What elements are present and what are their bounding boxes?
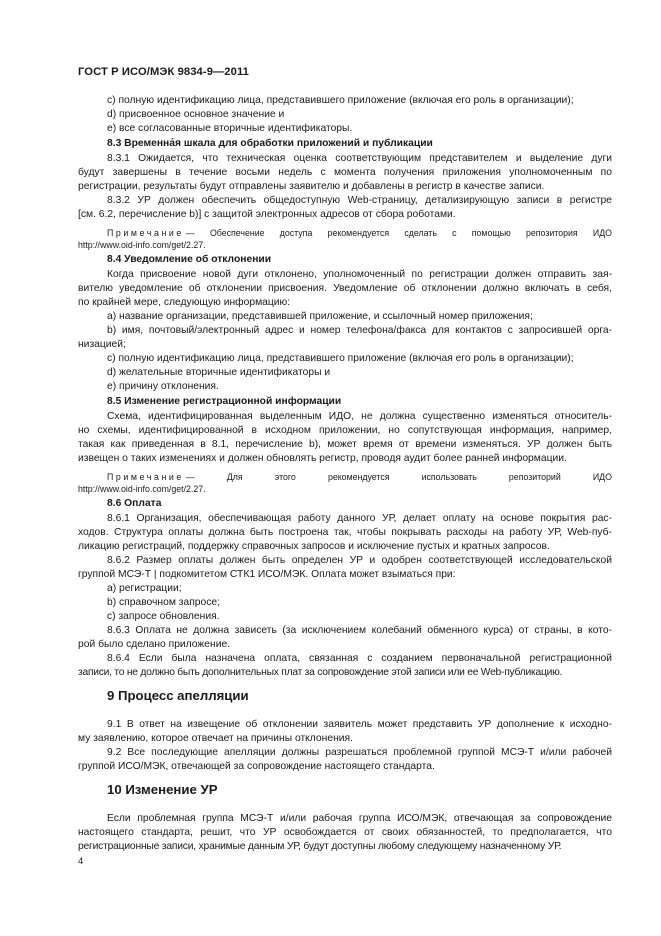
note-url: http://www.oid-info.com/get/2.27. (78, 240, 206, 250)
section-heading-8-4: 8.4 Уведомление об отклонении (107, 254, 272, 265)
list-item: b) справочном запросе; (107, 597, 220, 608)
paragraph-line: вителю уведомление об отклонении присвоения. Уведомление об отклонении должно включать в себя, (78, 283, 612, 294)
paragraph-line: 8.6.4 Если была назначена оплата, связанная с созданием первоначальной регистрационной (107, 653, 612, 664)
note-text: — Обеспечение доступа рекомендуется сделать с помощью репозитория ИДО (185, 228, 612, 238)
list-item: c) полную идентификацию лица, представившего приложение (включая его роль в организации); (107, 353, 574, 364)
section-heading-8-5: 8.5 Изменение регистрационной информации (107, 396, 342, 407)
paragraph-line: регистрации, результаты будут отправлены заявителю и добавлены в регистр в качестве записи. (78, 181, 545, 192)
paragraph-line: ликацию регистраций, поддержку справочных запросов и исключение пустых и кратных запросов. (78, 541, 550, 552)
page-header: ГОСТ Р ИСО/МЭК 9834-9—2011 (78, 66, 249, 78)
paragraph-line: Когда присвоение новой дуги отклонено, уполномоченный по регистрации должен отправить зая- (107, 269, 612, 280)
note-label: Примечание (107, 472, 184, 482)
note-text: — Для этого рекомендуется использовать репозиторий ИДО (185, 472, 612, 482)
list-item: d) желательные вторичные идентификаторы и (107, 367, 331, 378)
paragraph-line: такая как приведенная в 8.1, перечисление b), может время от времени изменяться. УР должен быть (78, 439, 612, 450)
paragraph-line: [см. 6.2, перечисление b)] с защитой электронных адресов от сбора роботами. (78, 209, 456, 220)
note-label: Примечание (107, 228, 184, 238)
paragraph-line: регистрационные записи, хранимые данным УР, будут доступны любому следующему назначенному УР. (78, 841, 562, 852)
note-url: http://www.oid-info.com/get/2.27. (78, 484, 206, 494)
paragraph-line: му заявлению, которое отвечает на причины отклонения. (78, 733, 353, 744)
paragraph-line: 8.6.3 Оплата не должна зависеть (за исключением колебаний обменного курса) от страны, в кото- (107, 625, 612, 636)
list-item: a) регистрации; (107, 583, 182, 594)
paragraph-line: извещен о таких изменениях и должен обновлять регистр, проводя аудит более ранней информации. (78, 453, 567, 464)
paragraph-line: настоящего стандарта, решит, что УР освобождается от своих обязанностей, то предполагается, что (78, 827, 612, 838)
section-heading-10: 10 Изменение УР (107, 782, 218, 797)
paragraph-line: будут завершены в течение восьми недель с момента получения приложения уполномоченным по (78, 167, 612, 178)
list-item: d) присвоенное основное значение и (107, 109, 285, 120)
paragraph-line: но схемы, идентифицированной в исходном приложении, но сопутствующая информация, например, (78, 425, 612, 436)
paragraph-line: по крайней мере, следующую информацию: (78, 297, 291, 308)
paragraph-line: группой ИСО/МЭК, отвечающей за сопровождение настоящего стандарта. (78, 761, 435, 772)
paragraph-line: 9.1 В ответ на извещение об отклонении заявитель может представить УР дополнение к исходно- (107, 719, 612, 730)
paragraph-line: 8.3.2 УР должен обеспечить общедоступную Web-страницу, детализирующую записи в регистре (107, 195, 612, 206)
list-item: e) причину отклонения. (107, 381, 219, 392)
list-item: e) все согласованные вторичные идентификаторы. (107, 123, 353, 134)
paragraph-line: ходов. Структура оплаты должна быть построена так, чтобы покрывать расходы на работу УР, Web-пуб- (78, 527, 612, 538)
page-number: 4 (78, 856, 84, 867)
paragraph-line: 8.6.1 Организация, обеспечивающая работу данного УР, делает оплату на основе покрытия рас- (107, 513, 612, 524)
list-item: b) имя, почтовый/электронный адрес и номер телефона/факса для контактов с запросившей орга- (107, 325, 612, 336)
paragraph-line: Схема, идентифицированная выделенным ИДО, не должна существенно изменяться относитель- (107, 411, 612, 422)
paragraph-line: 8.6.2 Размер оплаты должен быть определен УР и одобрен соответствующей исследовательской (107, 555, 612, 566)
section-heading-8-6: 8.6 Оплата (107, 498, 162, 509)
section-heading-8-3: 8.3 Временна́я шкала для обработки приложений и публикации (107, 138, 433, 149)
section-heading-9: 9 Процесс апелляции (107, 688, 249, 703)
list-item-cont: низацией; (78, 339, 126, 350)
paragraph-line: Если проблемная группа МСЭ-Т и/или рабочая группа ИСО/МЭК, отвечающая за сопровождение (107, 813, 612, 824)
paragraph-line: 8.3.1 Ожидается, что техническая оценка соответствующим представителем и выделение дуги (107, 153, 612, 164)
list-item: a) название организации, представившей приложение, и ссылочный номер приложения; (107, 311, 533, 322)
paragraph-line: 9.2 Все последующие апелляции должны разрешаться проблемной группой МСЭ-Т и/или рабочей (107, 747, 612, 758)
list-item: c) запросе обновления. (107, 611, 220, 622)
paragraph-line: группой МСЭ-Т | подкомитетом СТК1 ИСО/МЭК. Оплата может взыматься при: (78, 569, 456, 580)
paragraph-line: записи, то не должно быть дополнительных плат за сопровождение этой записи или ее Web-публикацию. (78, 667, 563, 678)
list-item: c) полную идентификацию лица, представившего приложение (включая его роль в организации); (107, 95, 574, 106)
paragraph-line: рой было сделано приложение. (78, 639, 231, 650)
